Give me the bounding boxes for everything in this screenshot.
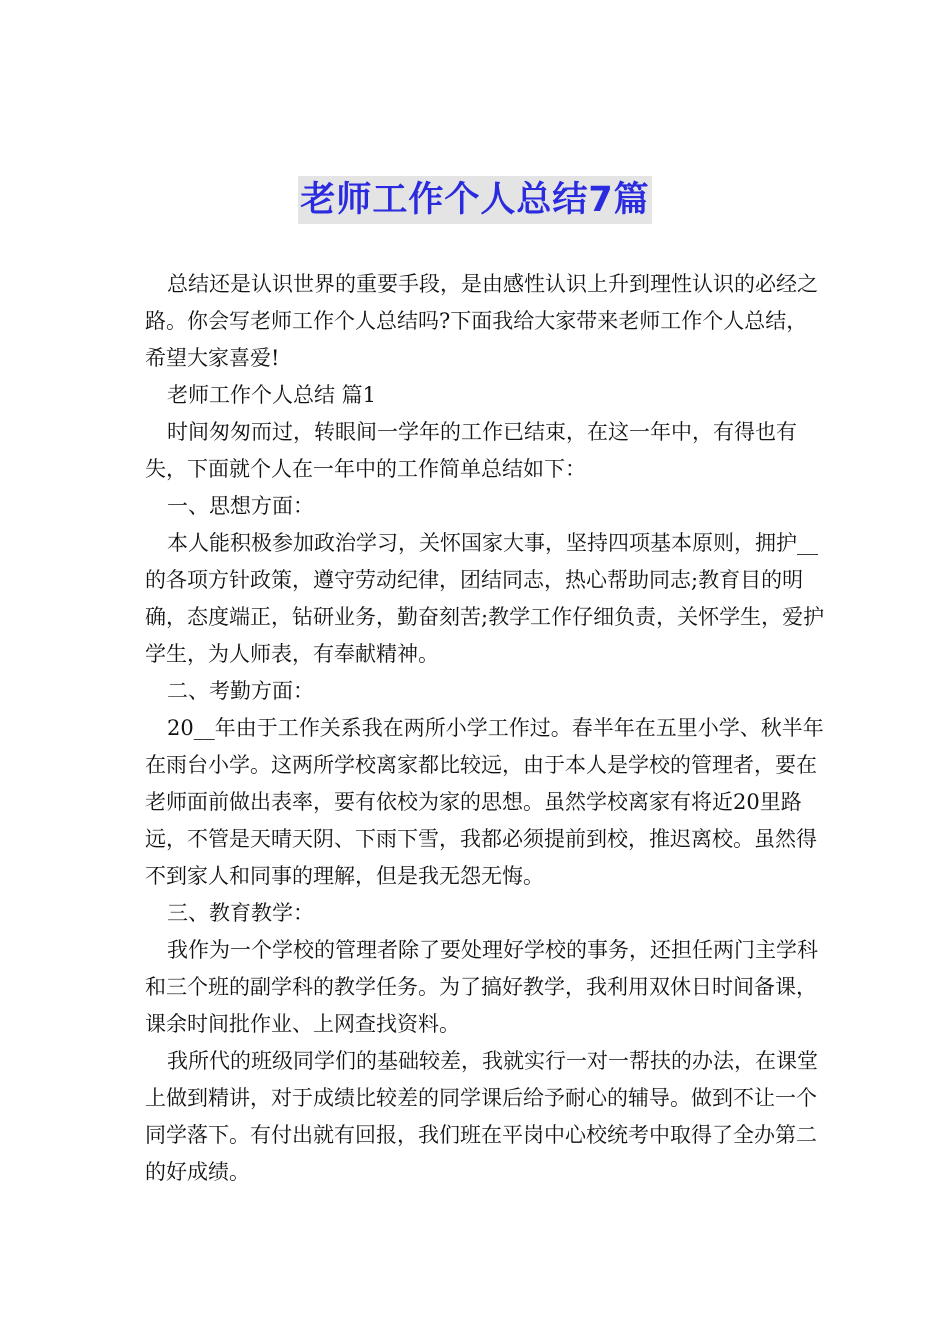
body-paragraph: 本人能积极参加政治学习，关怀国家大事，坚持四项基本原则，拥护__的各项方针政策，遵守劳动纪律，团结同志，热心帮助同志;教育目的明确，态度端正，钻研业务，勤奋刻苦;教学工作仔细负责，关怀学生，爱护学生，为人师表，有奉献精神。 <box>145 531 825 666</box>
subsection-heading: 二、考勤方面： <box>167 679 314 703</box>
subsection-heading: 一、思想方面： <box>167 494 314 518</box>
intro-paragraph: 总结还是认识世界的重要手段，是由感性认识上升到理性认识的必经之路。你会写老师工作个人总结吗?下面我给大家带来老师工作个人总结，希望大家喜爱! <box>145 272 818 370</box>
subsection-heading: 三、教育教学： <box>167 901 314 925</box>
title-container <box>0 176 950 224</box>
document-title: 老师工作个人总结7篇 <box>298 176 651 224</box>
document-body <box>145 266 825 1191</box>
section-heading: 老师工作个人总结 篇1 <box>167 383 377 407</box>
body-paragraph: 我所代的班级同学们的基础较差，我就实行一对一帮扶的办法，在课堂上做到精讲，对于成绩比较差的同学课后给予耐心的辅导。做到不让一个同学落下。有付出就有回报，我们班在平岗中心校统考中取得了全办第二的好成绩。 <box>145 1049 818 1184</box>
body-paragraph: 20__年由于工作关系我在两所小学工作过。春半年在五里小学、秋半年在雨台小学。这两所学校离家都比较远，由于本人是学校的管理者，要在老师面前做出表率，要有依校为家的思想。虽然学校离家有将近20里路远，不管是天晴天阴、下雨下雪，我都必须提前到校，推迟离校。虽然得不到家人和同事的理解，但是我无怨无悔。 <box>145 716 824 888</box>
body-paragraph: 时间匆匆而过，转眼间一学年的工作已结束，在这一年中，有得也有失，下面就个人在一年中的工作简单总结如下： <box>145 420 797 481</box>
body-paragraph: 我作为一个学校的管理者除了要处理好学校的事务，还担任两门主学科和三个班的副学科的教学任务。为了搞好教学，我利用双休日时间备课，课余时间批作业、上网查找资料。 <box>145 938 818 1036</box>
